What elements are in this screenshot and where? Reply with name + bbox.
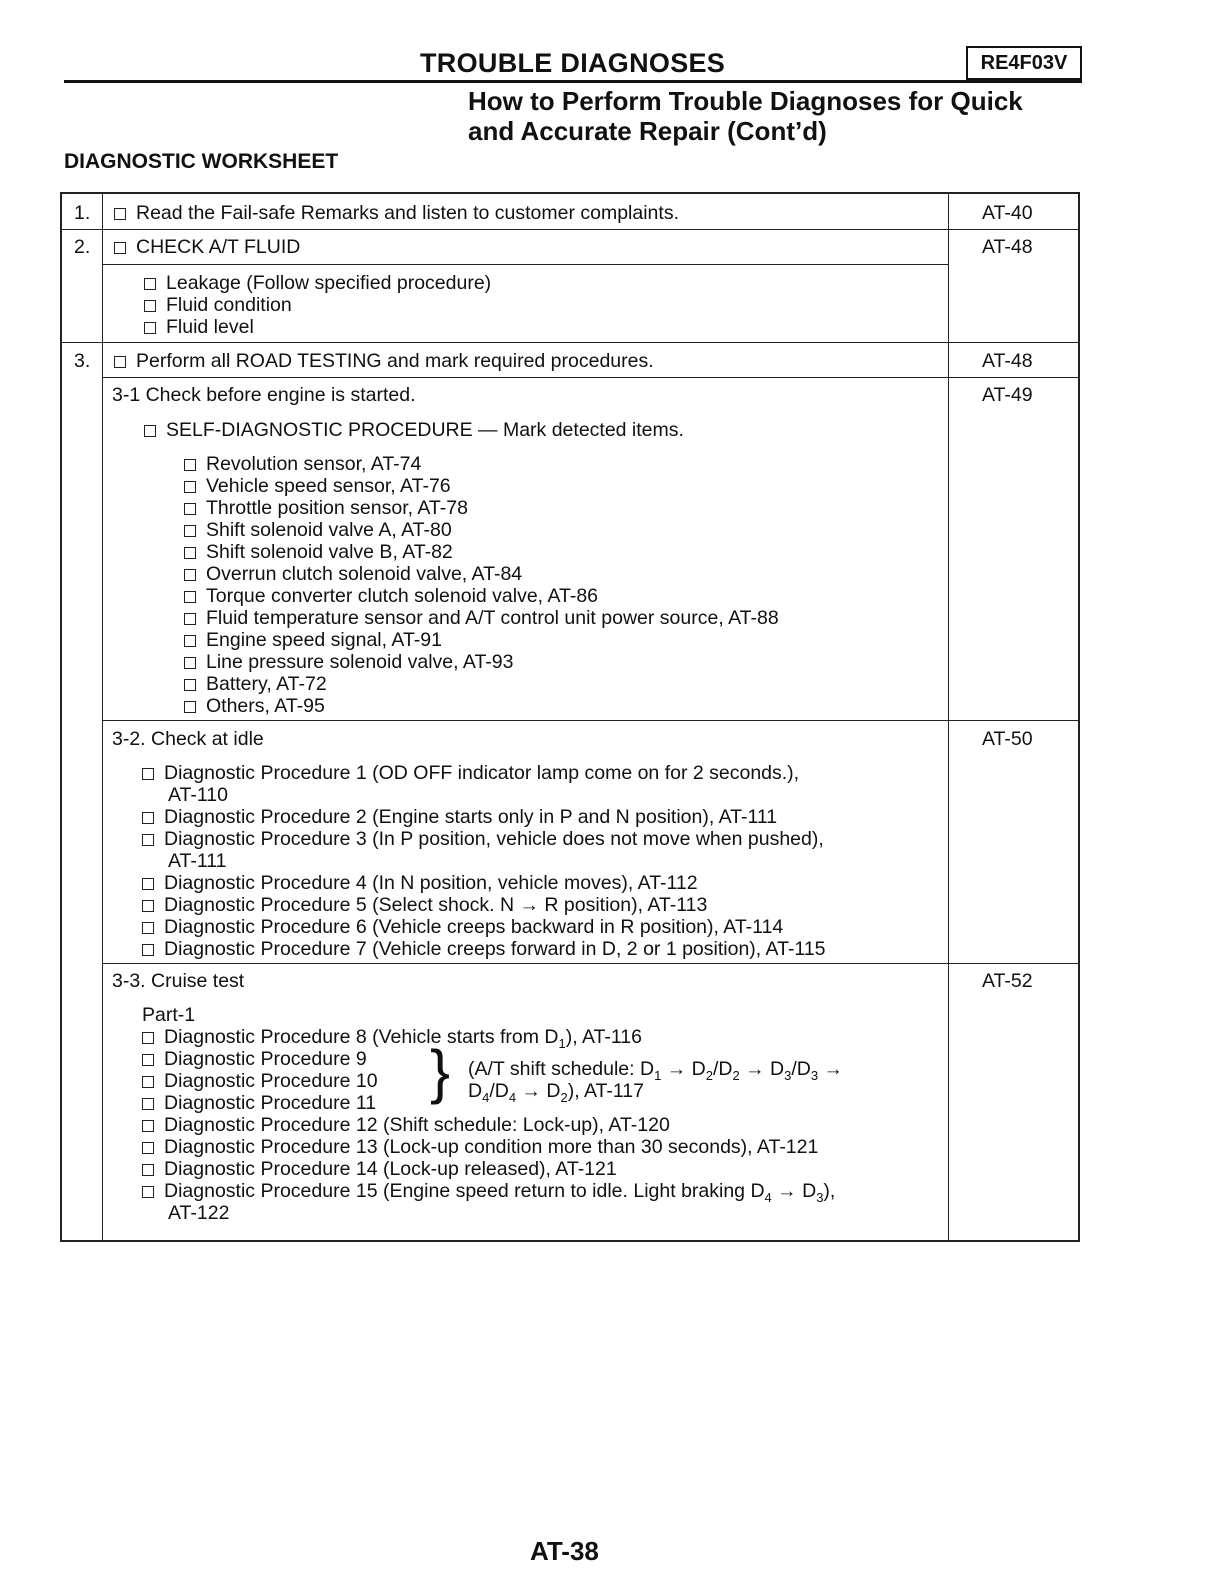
header-rule — [64, 80, 1082, 83]
shift-schedule-note-line-2: $D_4/D_4 \to D_2$), AT-117 — [468, 1080, 644, 1105]
checkbox-icon[interactable] — [142, 1142, 154, 1154]
shift-schedule-note-line-1: (A/T shift schedule: $D_1 \to D_2/D_2 \to D_3/D_3$ → — [468, 1058, 843, 1083]
checkbox-icon[interactable] — [114, 242, 126, 254]
checkbox-icon[interactable] — [142, 834, 154, 846]
sensor-item[interactable]: Overrun clutch solenoid valve, AT-84 — [184, 563, 522, 585]
brace-icon: } — [430, 1038, 451, 1105]
checkbox-icon[interactable] — [114, 208, 126, 220]
checkbox-icon[interactable] — [184, 525, 196, 537]
row-3-item[interactable]: Perform all ROAD TESTING and mark required procedures. — [114, 350, 654, 372]
checkbox-icon[interactable] — [184, 591, 196, 603]
sensor-item[interactable]: Others, AT-95 — [184, 695, 325, 717]
diagnostic-procedure-item[interactable]: Diagnostic Procedure 7 (Vehicle creeps forward in D, 2 or 1 position), AT-115 — [142, 938, 826, 960]
diagnostic-procedure-item[interactable]: Diagnostic Procedure 2 (Engine starts only in P and N position), AT-111 — [142, 806, 777, 828]
checkbox-icon[interactable] — [114, 356, 126, 368]
procedure-ref-continuation: AT-110 — [168, 784, 228, 806]
checkbox-icon[interactable] — [144, 322, 156, 334]
checkbox-icon[interactable] — [142, 1054, 154, 1066]
checkbox-icon[interactable] — [142, 1098, 154, 1110]
checkbox-icon[interactable] — [144, 300, 156, 312]
checkbox-icon[interactable] — [142, 1076, 154, 1088]
diagnostic-procedure-item[interactable]: Diagnostic Procedure 5 (Select shock. N → R position), AT-113 — [142, 894, 707, 916]
part-label: Part-1 — [142, 1004, 196, 1026]
diagnostic-procedure-item[interactable]: Diagnostic Procedure 8 (Vehicle starts from $D_1$), AT-116 — [142, 1026, 642, 1055]
row-number-2: 2. — [74, 236, 91, 258]
subtitle-line-1: How to Perform Trouble Diagnoses for Quick — [468, 86, 1023, 116]
fluid-check-item[interactable]: Leakage (Follow specified procedure) — [144, 272, 491, 294]
sensor-item[interactable]: Vehicle speed sensor, AT-76 — [184, 475, 451, 497]
checkbox-icon[interactable] — [184, 547, 196, 559]
checkbox-icon[interactable] — [184, 613, 196, 625]
diagnostic-procedure-item[interactable]: Diagnostic Procedure 1 (OD OFF indicator lamp come on for 2 seconds.), — [142, 762, 799, 784]
checkbox-icon[interactable] — [184, 657, 196, 669]
col-divider-number — [102, 194, 103, 1240]
fluid-check-item[interactable]: Fluid level — [144, 316, 254, 338]
subtitle-line-2: and Accurate Repair (Cont’d) — [468, 116, 827, 146]
diagnostic-procedure-item[interactable]: Diagnostic Procedure 4 (In N position, vehicle moves), AT-112 — [142, 872, 698, 894]
checkbox-icon[interactable] — [184, 481, 196, 493]
checkbox-icon[interactable] — [184, 459, 196, 471]
checkbox-icon[interactable] — [142, 1120, 154, 1132]
row-number-3: 3. — [74, 350, 91, 372]
row-divider — [102, 720, 1078, 721]
checkbox-icon[interactable] — [142, 878, 154, 890]
col-divider-ref — [948, 194, 949, 1240]
diagnostic-procedure-item[interactable]: Diagnostic Procedure 11 — [142, 1092, 376, 1114]
checkbox-icon[interactable] — [144, 425, 156, 437]
page-number: AT-38 — [530, 1536, 599, 1566]
sensor-item[interactable]: Throttle position sensor, AT-78 — [184, 497, 468, 519]
checkbox-icon[interactable] — [142, 922, 154, 934]
row-number-1: 1. — [74, 202, 91, 224]
row-divider — [102, 264, 948, 265]
checkbox-icon[interactable] — [142, 1186, 154, 1198]
ref-row-1: AT-40 — [982, 202, 1033, 224]
row-divider — [62, 342, 1078, 343]
ref-3-2: AT-50 — [982, 728, 1033, 750]
ref-3-1: AT-49 — [982, 384, 1033, 406]
checkbox-icon[interactable] — [184, 503, 196, 515]
row-divider — [62, 229, 1078, 230]
ref-row-3: AT-48 — [982, 350, 1033, 372]
procedure-ref-continuation: AT-122 — [168, 1202, 230, 1224]
section-heading: DIAGNOSTIC WORKSHEET — [64, 150, 339, 173]
sensor-item[interactable]: Engine speed signal, AT-91 — [184, 629, 442, 651]
subsection-3-1-title: 3-1 Check before engine is started. — [112, 384, 416, 406]
diagnostic-procedure-item[interactable]: Diagnostic Procedure 14 (Lock-up released), AT-121 — [142, 1158, 617, 1180]
checkbox-icon[interactable] — [142, 1032, 154, 1044]
diagnostic-procedure-item[interactable]: Diagnostic Procedure 10 — [142, 1070, 378, 1092]
row-divider — [102, 963, 1078, 964]
page-subtitle — [468, 86, 1023, 146]
ref-row-2: AT-48 — [982, 236, 1033, 258]
checkbox-icon[interactable] — [184, 635, 196, 647]
sensor-item[interactable]: Shift solenoid valve A, AT-80 — [184, 519, 452, 541]
subsection-3-3-title: 3-3. Cruise test — [112, 970, 245, 992]
checkbox-icon[interactable] — [184, 701, 196, 713]
diagnostic-procedure-item[interactable]: Diagnostic Procedure 9 — [142, 1048, 367, 1070]
checkbox-icon[interactable] — [142, 812, 154, 824]
checkbox-icon[interactable] — [184, 569, 196, 581]
diagnostic-worksheet-table — [60, 192, 1080, 1242]
diagnostic-procedure-item[interactable]: Diagnostic Procedure 6 (Vehicle creeps backward in R position), AT-114 — [142, 916, 783, 938]
row-divider — [102, 377, 1078, 378]
model-code-badge: RE4F03V — [966, 46, 1082, 80]
checkbox-icon[interactable] — [142, 944, 154, 956]
checkbox-icon[interactable] — [184, 679, 196, 691]
diagnostic-procedure-item[interactable]: Diagnostic Procedure 15 (Engine speed return to idle. Light braking $D_4 \to D_3$), — [142, 1180, 835, 1209]
page-header-title: TROUBLE DIAGNOSES — [420, 48, 726, 78]
self-diagnostic-item[interactable]: SELF-DIAGNOSTIC PROCEDURE — Mark detected items. — [144, 419, 684, 441]
sensor-item[interactable]: Fluid temperature sensor and A/T control unit power source, AT-88 — [184, 607, 779, 629]
checkbox-icon[interactable] — [144, 278, 156, 290]
diagnostic-procedure-item[interactable]: Diagnostic Procedure 3 (In P position, vehicle does not move when pushed), — [142, 828, 824, 850]
row-1-item[interactable]: Read the Fail-safe Remarks and listen to customer complaints. — [114, 202, 679, 224]
sensor-item[interactable]: Torque converter clutch solenoid valve, AT-86 — [184, 585, 598, 607]
sensor-item[interactable]: Shift solenoid valve B, AT-82 — [184, 541, 453, 563]
checkbox-icon[interactable] — [142, 768, 154, 780]
ref-3-3: AT-52 — [982, 970, 1033, 992]
row-2-item[interactable]: CHECK A/T FLUID — [114, 236, 300, 258]
diagnostic-procedure-item[interactable]: Diagnostic Procedure 12 (Shift schedule: Lock-up), AT-120 — [142, 1114, 670, 1136]
sensor-item[interactable]: Battery, AT-72 — [184, 673, 327, 695]
checkbox-icon[interactable] — [142, 900, 154, 912]
subsection-3-2-title: 3-2. Check at idle — [112, 728, 264, 750]
sensor-item[interactable]: Revolution sensor, AT-74 — [184, 453, 421, 475]
procedure-ref-continuation: AT-111 — [168, 850, 227, 872]
diagnostic-procedure-item[interactable]: Diagnostic Procedure 13 (Lock-up condition more than 30 seconds), AT-121 — [142, 1136, 818, 1158]
checkbox-icon[interactable] — [142, 1164, 154, 1176]
fluid-check-item[interactable]: Fluid condition — [144, 294, 292, 316]
sensor-item[interactable]: Line pressure solenoid valve, AT-93 — [184, 651, 514, 673]
